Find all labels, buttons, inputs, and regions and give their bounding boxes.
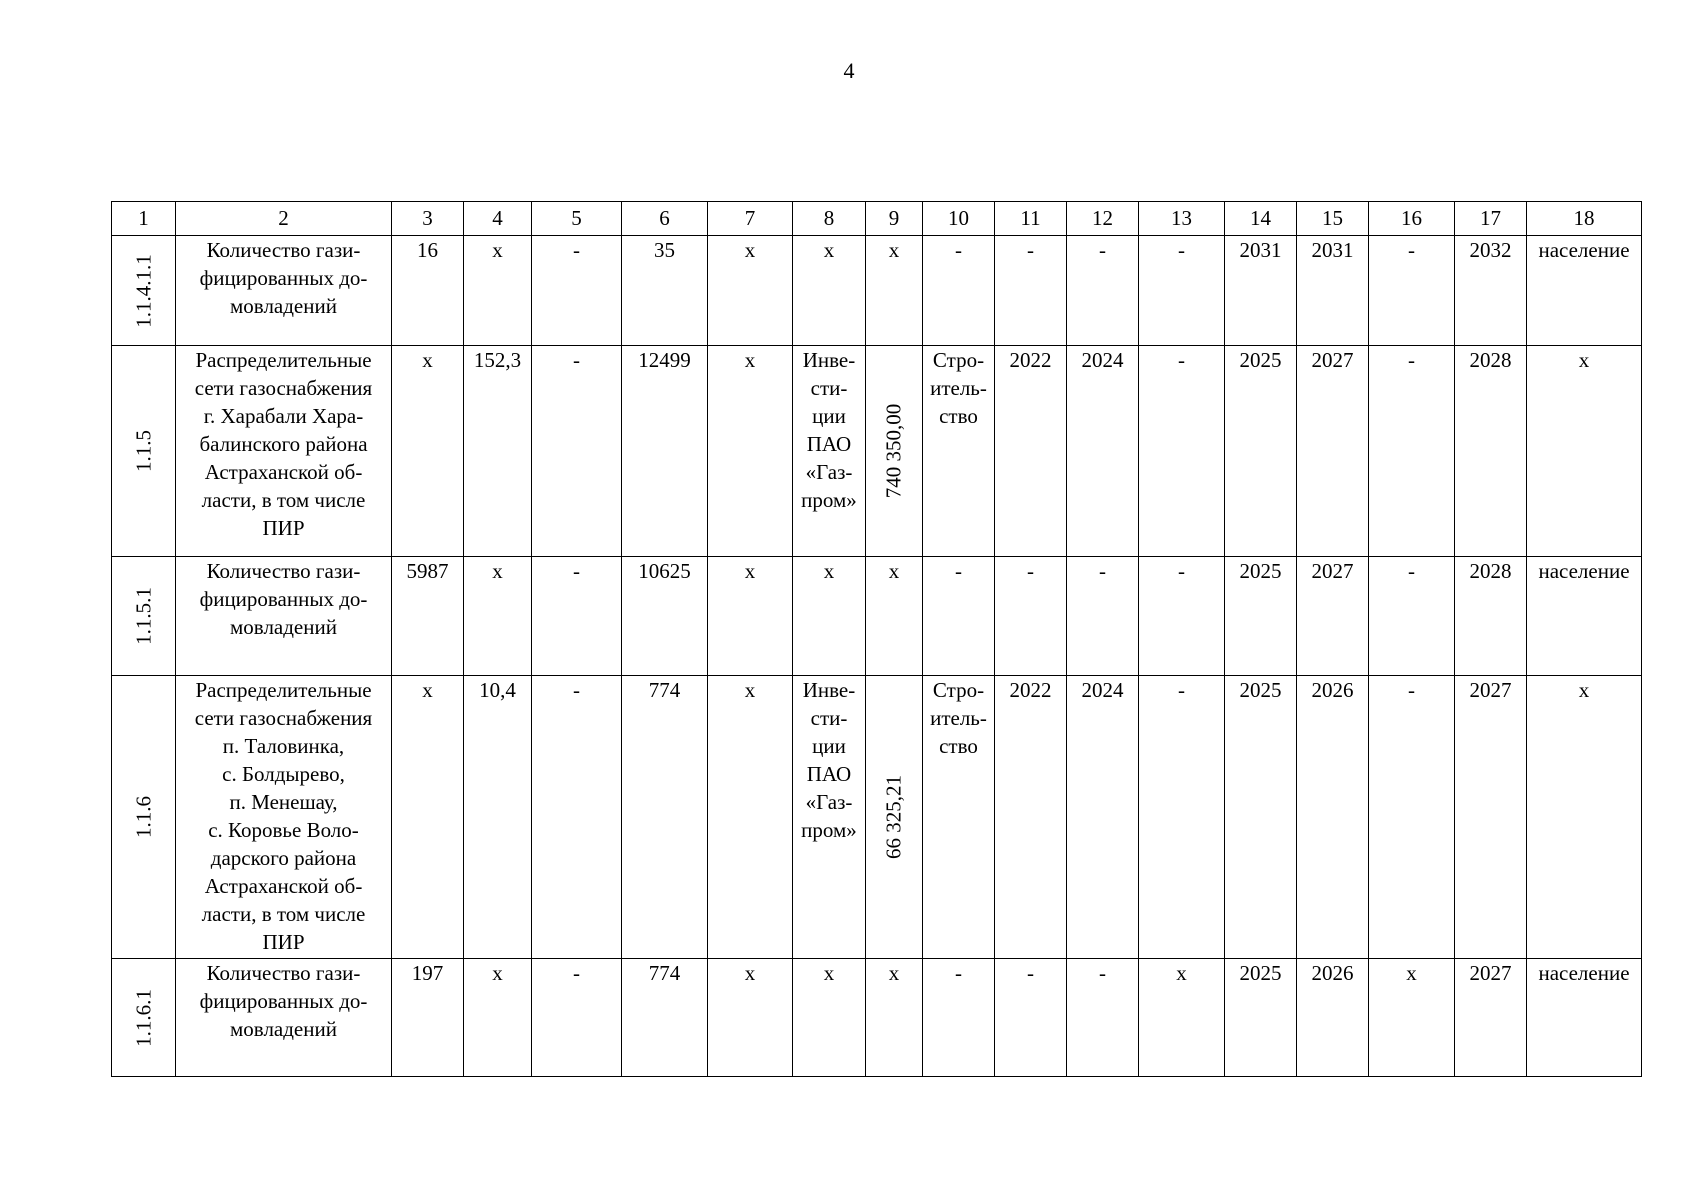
table-cell: 2022 xyxy=(995,676,1067,959)
column-header: 1 xyxy=(112,202,176,236)
column-header: 13 xyxy=(1139,202,1225,236)
data-table xyxy=(111,201,1642,1077)
table-row xyxy=(112,959,1642,1077)
row-id: 1.1.4.1.1 xyxy=(131,253,155,328)
table-cell: 10,4 xyxy=(464,676,532,959)
table-cell: - xyxy=(1139,676,1225,959)
table-cell: - xyxy=(1369,236,1455,346)
table-cell: х xyxy=(866,959,923,1077)
amount-value: 740 350,00 xyxy=(881,403,906,499)
table-cell: - xyxy=(1369,346,1455,557)
table-cell: - xyxy=(1139,346,1225,557)
table-cell: 10625 xyxy=(622,557,708,676)
row-id-cell xyxy=(112,676,176,959)
column-header: 18 xyxy=(1527,202,1642,236)
column-header: 5 xyxy=(532,202,622,236)
table-cell: х xyxy=(793,557,866,676)
table-cell: 2025 xyxy=(1225,676,1297,959)
work-type-cell: Стро- итель- ство xyxy=(923,676,995,959)
table-cell: 2025 xyxy=(1225,557,1297,676)
table-cell: 2028 xyxy=(1455,346,1527,557)
column-header: 17 xyxy=(1455,202,1527,236)
amount-cell xyxy=(866,676,923,959)
row-name: Распределительные сети газоснабжения п. Таловинка, с. Болдырево, п. Менешау, с. Коровье Воло- дарского района Астраханской об- ласти, в том числе ПИР xyxy=(176,676,392,959)
row-id: 1.1.6 xyxy=(131,796,155,838)
table-cell: х xyxy=(793,236,866,346)
table-cell: население xyxy=(1527,959,1642,1077)
table-cell: - xyxy=(532,676,622,959)
row-name: Распределительные сети газоснабжения г. Харабали Хара- балинского района Астраханской об- ласти, в том числе ПИР xyxy=(176,346,392,557)
row-name: Количество гази- фицированных до- мовладений xyxy=(176,959,392,1077)
table-cell: 2024 xyxy=(1067,676,1139,959)
column-header: 15 xyxy=(1297,202,1369,236)
table-cell: - xyxy=(1369,676,1455,959)
funding-source-cell: Инве- сти- ции ПАО «Газ- пром» xyxy=(793,346,866,557)
table-cell: - xyxy=(532,236,622,346)
column-header: 4 xyxy=(464,202,532,236)
table-cell: 35 xyxy=(622,236,708,346)
table-cell: - xyxy=(532,346,622,557)
row-id: 1.1.5.1 xyxy=(131,587,155,645)
table-cell: - xyxy=(1067,236,1139,346)
row-name: Количество гази- фицированных до- мовладений xyxy=(176,236,392,346)
table-cell: х xyxy=(708,557,793,676)
table-cell: 2028 xyxy=(1455,557,1527,676)
table-cell: х xyxy=(392,346,464,557)
table-cell: х xyxy=(708,346,793,557)
table-cell: 2027 xyxy=(1297,557,1369,676)
table-cell: 2027 xyxy=(1455,959,1527,1077)
table-cell: - xyxy=(923,236,995,346)
table-row xyxy=(112,557,1642,676)
table-cell: х xyxy=(464,236,532,346)
table-cell: - xyxy=(995,236,1067,346)
table-cell: 2027 xyxy=(1455,676,1527,959)
table-cell: х xyxy=(708,676,793,959)
table-cell: х xyxy=(708,959,793,1077)
row-name: Количество гази- фицированных до- мовладений xyxy=(176,557,392,676)
table-cell: х xyxy=(866,236,923,346)
column-header: 10 xyxy=(923,202,995,236)
table-row xyxy=(112,236,1642,346)
column-header: 8 xyxy=(793,202,866,236)
column-header: 14 xyxy=(1225,202,1297,236)
table-cell: х xyxy=(392,676,464,959)
table-cell: х xyxy=(1369,959,1455,1077)
amount-value: 66 325,21 xyxy=(881,775,906,859)
table-cell: 774 xyxy=(622,959,708,1077)
table-cell: 2026 xyxy=(1297,676,1369,959)
table-cell: - xyxy=(995,557,1067,676)
column-header: 6 xyxy=(622,202,708,236)
table-cell: х xyxy=(1139,959,1225,1077)
row-id-cell xyxy=(112,959,176,1077)
table-cell: 2031 xyxy=(1297,236,1369,346)
table-cell: х xyxy=(866,557,923,676)
table-cell: 197 xyxy=(392,959,464,1077)
row-id-cell xyxy=(112,557,176,676)
table-cell: - xyxy=(1067,959,1139,1077)
table-cell: 5987 xyxy=(392,557,464,676)
column-header: 7 xyxy=(708,202,793,236)
column-header: 3 xyxy=(392,202,464,236)
table-cell: - xyxy=(995,959,1067,1077)
row-id: 1.1.5 xyxy=(131,430,155,472)
table-cell: население xyxy=(1527,557,1642,676)
table-cell: 16 xyxy=(392,236,464,346)
table-cell: - xyxy=(1067,557,1139,676)
amount-cell xyxy=(866,346,923,557)
table-cell: 2031 xyxy=(1225,236,1297,346)
table-cell: 12499 xyxy=(622,346,708,557)
table-cell: х xyxy=(708,236,793,346)
funding-source-cell: Инве- сти- ции ПАО «Газ- пром» xyxy=(793,676,866,959)
table-cell: - xyxy=(1139,236,1225,346)
table-cell: 774 xyxy=(622,676,708,959)
table-row xyxy=(112,346,1642,557)
table-cell: - xyxy=(532,557,622,676)
column-header: 16 xyxy=(1369,202,1455,236)
table-cell: - xyxy=(532,959,622,1077)
column-header: 2 xyxy=(176,202,392,236)
row-id-cell xyxy=(112,236,176,346)
table-row xyxy=(112,676,1642,959)
table-cell: 2027 xyxy=(1297,346,1369,557)
table-cell: - xyxy=(923,557,995,676)
table-cell: х xyxy=(464,959,532,1077)
table-cell: население xyxy=(1527,236,1642,346)
table-cell: х xyxy=(1527,346,1642,557)
table-cell: х xyxy=(464,557,532,676)
row-id-cell xyxy=(112,346,176,557)
column-header: 11 xyxy=(995,202,1067,236)
table-cell: 2032 xyxy=(1455,236,1527,346)
table-cell: - xyxy=(923,959,995,1077)
header-row xyxy=(112,202,1642,236)
work-type-cell: Стро- итель- ство xyxy=(923,346,995,557)
column-header: 9 xyxy=(866,202,923,236)
table-cell: 2026 xyxy=(1297,959,1369,1077)
table-cell: 2024 xyxy=(1067,346,1139,557)
table-cell: 2025 xyxy=(1225,346,1297,557)
table-cell: 152,3 xyxy=(464,346,532,557)
table-cell: 2025 xyxy=(1225,959,1297,1077)
table-cell: х xyxy=(793,959,866,1077)
table-cell: - xyxy=(1369,557,1455,676)
page-number: 4 xyxy=(843,58,855,83)
table-cell: х xyxy=(1527,676,1642,959)
table-cell: 2022 xyxy=(995,346,1067,557)
column-header: 12 xyxy=(1067,202,1139,236)
row-id: 1.1.6.1 xyxy=(131,988,155,1047)
table-cell: - xyxy=(1139,557,1225,676)
